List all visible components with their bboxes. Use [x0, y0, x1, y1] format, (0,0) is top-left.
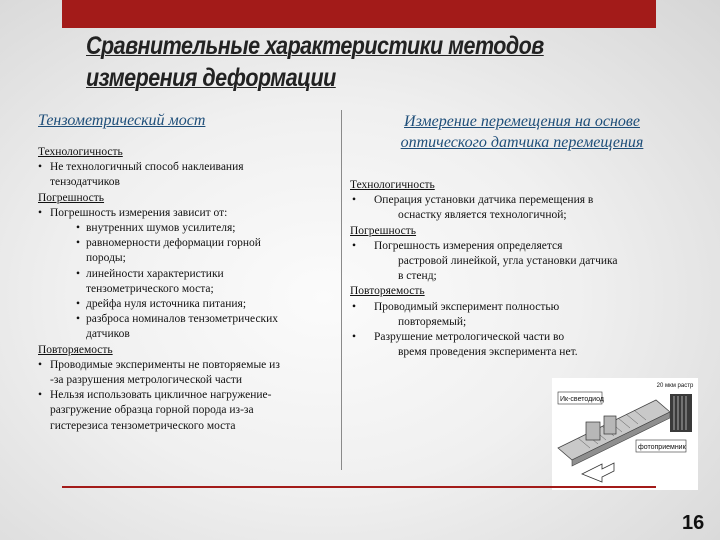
bullet-text-cont: повторяемый;: [398, 315, 467, 328]
left-column-heading: Тензометрический мост: [38, 112, 206, 129]
sub-bullet-text-cont: породы;: [86, 252, 126, 265]
right-heading-line-1: Измерение перемещения на основе: [404, 113, 640, 130]
sub-bullet-text-cont: тензометрического моста;: [86, 282, 214, 295]
direction-arrow-icon: [582, 463, 614, 482]
right-repeat-item: [350, 330, 646, 360]
bullet: •: [76, 237, 81, 250]
bullet: •: [38, 206, 43, 219]
right-tech-label: Технологичность: [350, 179, 435, 191]
right-column-body: [350, 178, 646, 360]
sensor-block: [604, 416, 616, 434]
sensor-diagram-svg: [552, 378, 698, 490]
bullet-text-cont: гистерезиса тензометрического моста: [50, 419, 236, 432]
bullet: •: [352, 331, 357, 344]
left-error-item: [38, 206, 338, 221]
bullet: •: [352, 194, 357, 207]
sub-bullet-text: равномерности деформации горной: [86, 237, 261, 250]
bullet-text: Разрушение метрологической части во: [374, 331, 565, 344]
right-repeat-item: [350, 300, 646, 330]
slide-title-line-1: Сравнительные характеристики методов: [86, 32, 544, 60]
left-error-sub-item: [38, 312, 338, 342]
slide-title: [86, 30, 602, 94]
sub-bullet-text: внутренних шумов усилителя;: [86, 222, 236, 235]
left-tech-label: Технологичность: [38, 146, 123, 158]
bullet: •: [76, 313, 81, 326]
right-error-label: Погрешность: [350, 224, 417, 237]
bullet-text-cont: разгружение образца горной порода из-за: [50, 404, 254, 417]
left-error-sub-item: [38, 297, 338, 312]
bullet-text-cont: время проведения эксперимента нет.: [398, 346, 578, 359]
bullet-text: Операция установки датчика перемещения в: [374, 194, 594, 207]
diagram-label-receiver: фотоприемник: [638, 444, 686, 451]
bullet: •: [76, 298, 81, 311]
diagram-label-emitter: Ик-светодиод: [560, 396, 604, 403]
bullet-text: Нельзя использовать цикличное нагружение-: [50, 389, 272, 402]
right-error-item: [350, 239, 646, 285]
bullet-text-cont: тензодатчиков: [50, 176, 120, 189]
left-error-sub-item: [38, 221, 338, 236]
bullet-text: Проводимые эксперименты не повторяемые из: [50, 358, 280, 371]
sensor-block: [586, 422, 600, 440]
right-heading-line-2: оптического датчика перемещения: [400, 134, 644, 151]
left-repeat-item: [38, 388, 338, 434]
slide-number: 16: [682, 512, 705, 534]
bullet: •: [38, 358, 43, 371]
left-repeat-label: Повторяемость: [38, 343, 113, 356]
bullet-text: Проводимый эксперимент полностью: [374, 300, 560, 313]
diagram-label-raster: 20 мкм растр: [656, 383, 694, 389]
bullet-text-cont: в стенд;: [398, 270, 437, 283]
column-divider: [341, 110, 342, 470]
left-column-body: [38, 145, 338, 434]
top-accent-bar: [62, 0, 656, 28]
bullet-text-cont: растровой линейкой, угла установки датчика: [398, 255, 618, 268]
bottom-accent-line: [62, 486, 656, 488]
right-tech-item: [350, 193, 646, 223]
left-error-label: Погрешность: [38, 191, 105, 204]
bullet-text-cont: -за разрушения метрологической части: [50, 374, 243, 387]
bullet-text: Погрешность измерения зависит от:: [50, 206, 228, 219]
raster-block: [670, 394, 692, 432]
sub-bullet-text: разброса номиналов тензометрических: [86, 313, 279, 326]
bullet: •: [38, 389, 43, 402]
left-tech-item: [38, 160, 338, 190]
right-column-heading: [352, 111, 692, 153]
bullet: •: [38, 161, 43, 174]
optical-sensor-diagram: [552, 378, 698, 490]
right-repeat-label: Повторяемость: [350, 285, 425, 298]
left-error-sub-item: [38, 236, 338, 266]
bullet: •: [352, 239, 357, 252]
slide-title-line-2: измерения деформации: [86, 64, 336, 92]
bullet: •: [352, 300, 357, 313]
bullet: •: [76, 222, 81, 235]
bullet-text: Погрешность измерения определяется: [374, 239, 563, 252]
bullet-text: Не технологичный способ наклеивания: [50, 161, 244, 174]
left-repeat-item: [38, 358, 338, 388]
sub-bullet-text: дрейфа нуля источника питания;: [86, 298, 247, 311]
bullet: •: [76, 267, 81, 280]
sub-bullet-text-cont: датчиков: [86, 328, 130, 341]
bullet-text-cont: оснастку является технологичной;: [398, 209, 567, 222]
sub-bullet-text: линейности характеристики: [86, 267, 224, 280]
left-error-sub-item: [38, 267, 338, 297]
